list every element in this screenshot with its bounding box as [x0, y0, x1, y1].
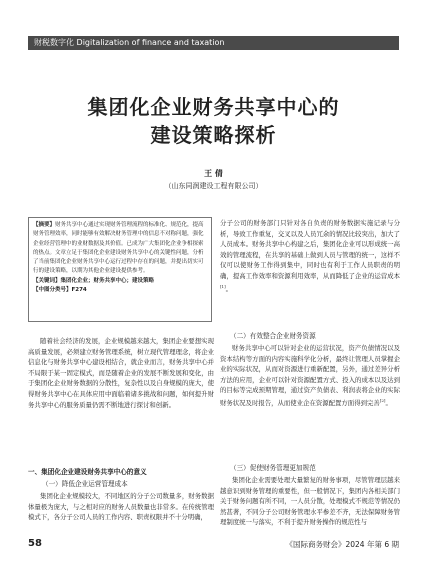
subsection-heading-2: （二）有效整合企业财务资源: [230, 332, 316, 340]
clc-code: F274: [71, 287, 87, 294]
page-number: 58: [28, 538, 42, 549]
article-title-line1: 集团化企业财务共享中心的: [87, 95, 340, 119]
paragraph-2-text: 财务共享中心可以针对企业的运营状况，资产负债情况以及资本结构等方面的内容实施科学化分析，最终让管理人员掌握企业的实际状况，从而对资源进行重新配置，另外，通过差异分析方法的应用，企业可以针对资源配置方式、投入的成本以及达到的目标等完成预期管理，通过资产负债表、利润表将企业的实际财务状况及时报告，从而使业企在资源配置方面得到完善: [220, 344, 400, 408]
reference-1: [1]: [220, 283, 226, 289]
paragraph-3: 集团化企业需要处理大量繁复的财务事项，尽管管理层越来越意识到财务管理的重要性，但一般情况下，集团内各相关部门关于财务问题有所不同，一人员分散，处理模式不规范等情况仍然甚著，不同分子公司财务管理水平参差不齐，无法保障财务管理制度统一与落实，不利于提升财务操作的规范性与: [220, 476, 400, 527]
journal-name: 《国际商务财会》2024 年第 6 期: [285, 540, 399, 549]
abstract-text: 财务共享中心通过实现财务管理流程的标准化、规范化，提高财务管理效率，同时能够有效解决财务管理中的信息不对称问题，强化企业经营管理中的业财数据及其价值。已成为广大集团化企业争相探索的热点。文章立足于集团化企业建设财务共享中心的关键性问题，分析了当前集团化企业财务共享中心运行过程中存在的问题，并提出切实可行的建设策略，以期为其他企业建设提供参考。: [33, 222, 204, 275]
abstract-label: 【摘要】: [33, 222, 56, 228]
clc-label: 【中图分类号】: [33, 287, 72, 294]
column-section-name: 财税数字化: [34, 38, 74, 47]
paragraph-1-continued: 分子公司的财务部门只针对各自负责的财务数据实施记录与分析，导致工作重复，交叉以及人员冗余的情况比较突出，加大了人员成本。财务共享中心构建之后，集团化企业可以形成统一高效的管理流程，在共享的基础上做到人员与管理的统一，这样不仅可以使财务工作得到集中，同时也有利于工作人员职责的明确，提高工作效率和资源利用效率，从而降低了企业的运营成本[1]。: [220, 219, 400, 293]
abstract-box: [28, 217, 212, 322]
keywords-label: 【关键词】: [33, 277, 61, 284]
column-section-name-en: Digitalization of finance and taxation: [76, 38, 225, 47]
keywords-text: 集团化企业；财务共享中心；建设策略: [60, 277, 155, 284]
article-title-line2: 建设策略探析: [150, 123, 277, 147]
intro-paragraph: 随着社会经济的发展，企业规模越来越大，集团企业要想实现高质量发展，必须建立财务管理系统，树立现代管理理念，将企业信息化与财务共享中心建设相结合，就企业而言，财务共享中心并不局限于某一固定模式，而是随着企业的发展不断发展和变化，由于集团化企业财务数据的分散性，复杂性以及自身规模的庞大，使得财务共享中心在具体应用中面临着诸多挑战和问题，如何提升财务共享中心的服务质量仍需不断地进行探讨和创新。: [28, 337, 214, 409]
subsection-heading-1: （一）降低企业运营管理成本: [42, 480, 128, 488]
author-affiliation: （山东同润建设工程有限公司）: [164, 182, 263, 190]
paragraph-2: 财务共享中心可以针对企业的运营状况，资产负债情况以及资本结构等方面的内容实施科学化分析，最终让管理人员掌握企业的实际状况，从而对资源进行重新配置，另外，通过差异分析方法的应用，企业可以针对资源配置方式、投入的成本以及达到的目标等完成预期管理，通过资产负债表、利润表将企业的实际财务状况及时报告，从而使业企在资源配置方面得到完善[2]。: [220, 344, 400, 408]
subsection-heading-3: （三）促使财务管理更加规范: [230, 464, 316, 472]
section-heading-1: 一、集团化企业建设财务共享中心的意义: [28, 468, 147, 476]
paragraph-1: 集团化企业规模较大，不同地区的分子公司数量多，财务数据体量极为庞大，与之相对应的财务人员数量也非常多。在传统管理模式下，各分子公司人员的工作内容、职责权限并不十分明确，: [28, 492, 214, 522]
paragraph-1-continued-text: 分子公司的财务部门只针对各自负责的财务数据实施记录与分析，导致工作重复，交叉以及人员冗余的情况比较突出，加大了人员成本。财务共享中心构建之后，集团化企业可以形成统一高效的管理流程，在共享的基础上做到人员与管理的统一，这样不仅可以使财务工作得到集中，同时也有利于工作人员职责的明确，提高工作效率和资源利用效率，从而降低了企业的运营成本: [220, 219, 400, 280]
column-header-bar: [28, 36, 399, 50]
author-name: 王 倩: [204, 169, 223, 178]
reference-2: [2]: [379, 397, 386, 403]
